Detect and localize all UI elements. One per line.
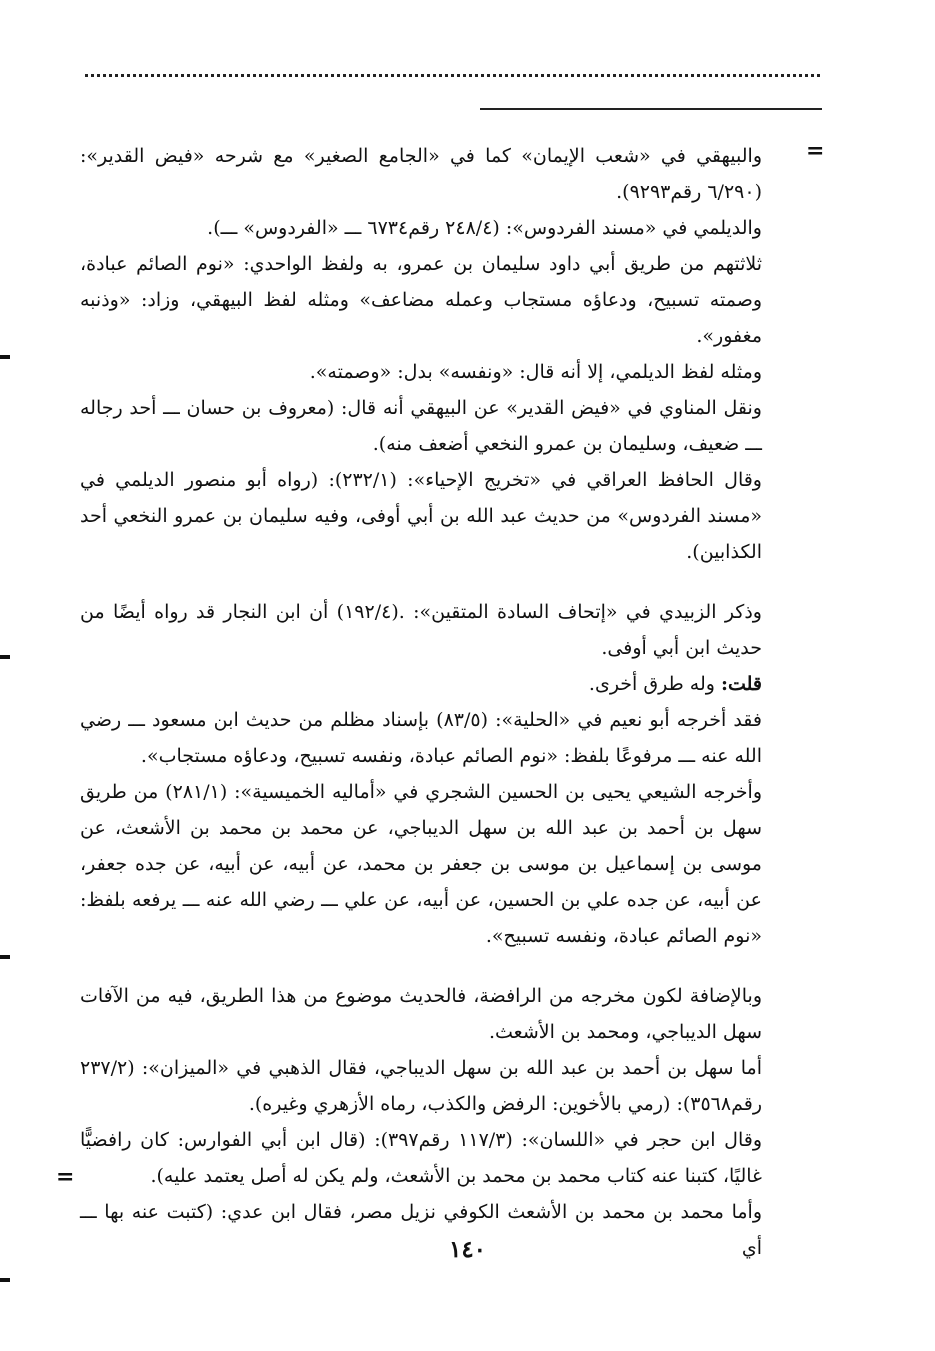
qult-text: وله طرق أخرى. [588, 673, 721, 695]
header-solid-rule [480, 108, 822, 110]
continuation-mark-bottom: = [56, 1164, 75, 1190]
qult-label: قلت: [720, 673, 762, 695]
paragraph: ونقل المناوي في «فيض القدير» عن البيهقي أنه قال: (معروف بن حسان ـــ أحد رجاله ـــ ضعيف، وسليمان بن عمرو النخعي أضعف منه). [80, 397, 762, 455]
margin-tick [0, 655, 10, 659]
paragraph: والديلمي في «مسند الفردوس»: (٢٤٨/٤ رقم٦٧٣٤ ـــ «الفردوس» ـــ). [207, 217, 762, 239]
paragraph: وذكر الزبيدي في «إتحاف السادة المتقين»: .(١٩٢/٤) أن ابن النجار قد رواه أيضًا من حديث ابن أبي أوفى. [80, 601, 762, 659]
paragraph: وبالإضافة لكون مخرجه من الرافضة، فالحديث موضوع من هذا الطريق، فيه من الآفات سهل الديباجي، ومحمد بن الأشعث. [80, 985, 762, 1043]
header-dotted-rule [85, 74, 820, 77]
paragraph: أما سهل بن أحمد بن عبد الله بن سهل الديباجي، فقال الذهبي في «الميزان»: (٢٣٧/٢ رقم٣٥٦٨): (رمي بالأخوين: الرفض والكذب، رماه الأزهري وغيره). [80, 1057, 762, 1115]
paragraph: وأما محمد بن محمد بن الأشعث الكوفي نزيل مصر، فقال ابن عدي: (كتبت عنه بها ـــ أي [80, 1201, 762, 1259]
paragraph: وقال الحافظ العراقي في «تخريج الإحياء»: (٢٣٢/١): (رواه أبو منصور الديلمي في «مسند الفردوس» من حديث عبد الله بن أبي أوفى، وفيه سليمان بن عمرو النخعي أحد الكذابين). [80, 469, 762, 563]
margin-tick [0, 955, 10, 959]
paragraph-gap [80, 570, 762, 594]
paragraph: فقد أخرجه أبو نعيم في «الحلية»: (٨٣/٥) بإسناد مظلم من حديث ابن مسعود ـــ رضي الله عنه ـــ مرفوعًا بلفظ: «نوم الصائم عبادة، ونفسه تسبيح، ودعاؤه مستجاب». [80, 709, 762, 767]
margin-tick [0, 355, 10, 359]
body-text [80, 138, 762, 1266]
paragraph: وأخرجه الشيعي يحيى بن الحسين الشجري في «أماليه الخميسية»: (٢٨١/١) من طريق سهل بن أحمد بن عبد الله بن سهل الديباجي، عن محمد بن محمد بن الأشعث، عن موسى بن إسماعيل بن موسى بن جعفر بن محمد، عن أبيه، عن أبيه، عن جده جعفر، عن أبيه، عن جده علي بن الحسين، عن أبيه، عن علي ـــ رضي الله عنه ـــ يرفعه بلفظ: «نوم الصائم عبادة، ونفسه تسبيح». [80, 781, 763, 947]
paragraph: ومثله لفظ الديلمي، إلا أنه قال: «ونفسه» بدل: «وصمته». [309, 361, 762, 383]
continuation-mark-top: = [806, 138, 825, 164]
paragraph: ثلاثتهم من طريق أبي داود سليمان بن عمرو، به ولفظ الواحدي: «نوم الصائم عبادة، وصمته تسبيح، ودعاؤه مستجاب وعمله مضاعف» ومثله لفظ البيهقي، وزاد: «وذنبه مغفور». [80, 253, 762, 347]
page-number: ١٤٠ [448, 1236, 487, 1263]
paragraph: والبيهقي في «شعب الإيمان» كما في «الجامع الصغير» مع شرحه «فيض القدير»: (٦/٢٩٠ رقم٩٢٩٣). [80, 145, 762, 203]
qult-paragraph [80, 666, 762, 702]
paragraph: وقال ابن حجر في «اللسان»: (١١٧/٣ رقم٣٩٧): (قال ابن أبي الفوارس: كان رافضيًّا غاليًا، كتبنا عنه كتاب محمد بن محمد بن الأشعث، ولم يكن له أصل يعتمد عليه). [80, 1129, 762, 1187]
paragraph-gap [80, 954, 762, 978]
margin-tick [0, 1278, 10, 1282]
